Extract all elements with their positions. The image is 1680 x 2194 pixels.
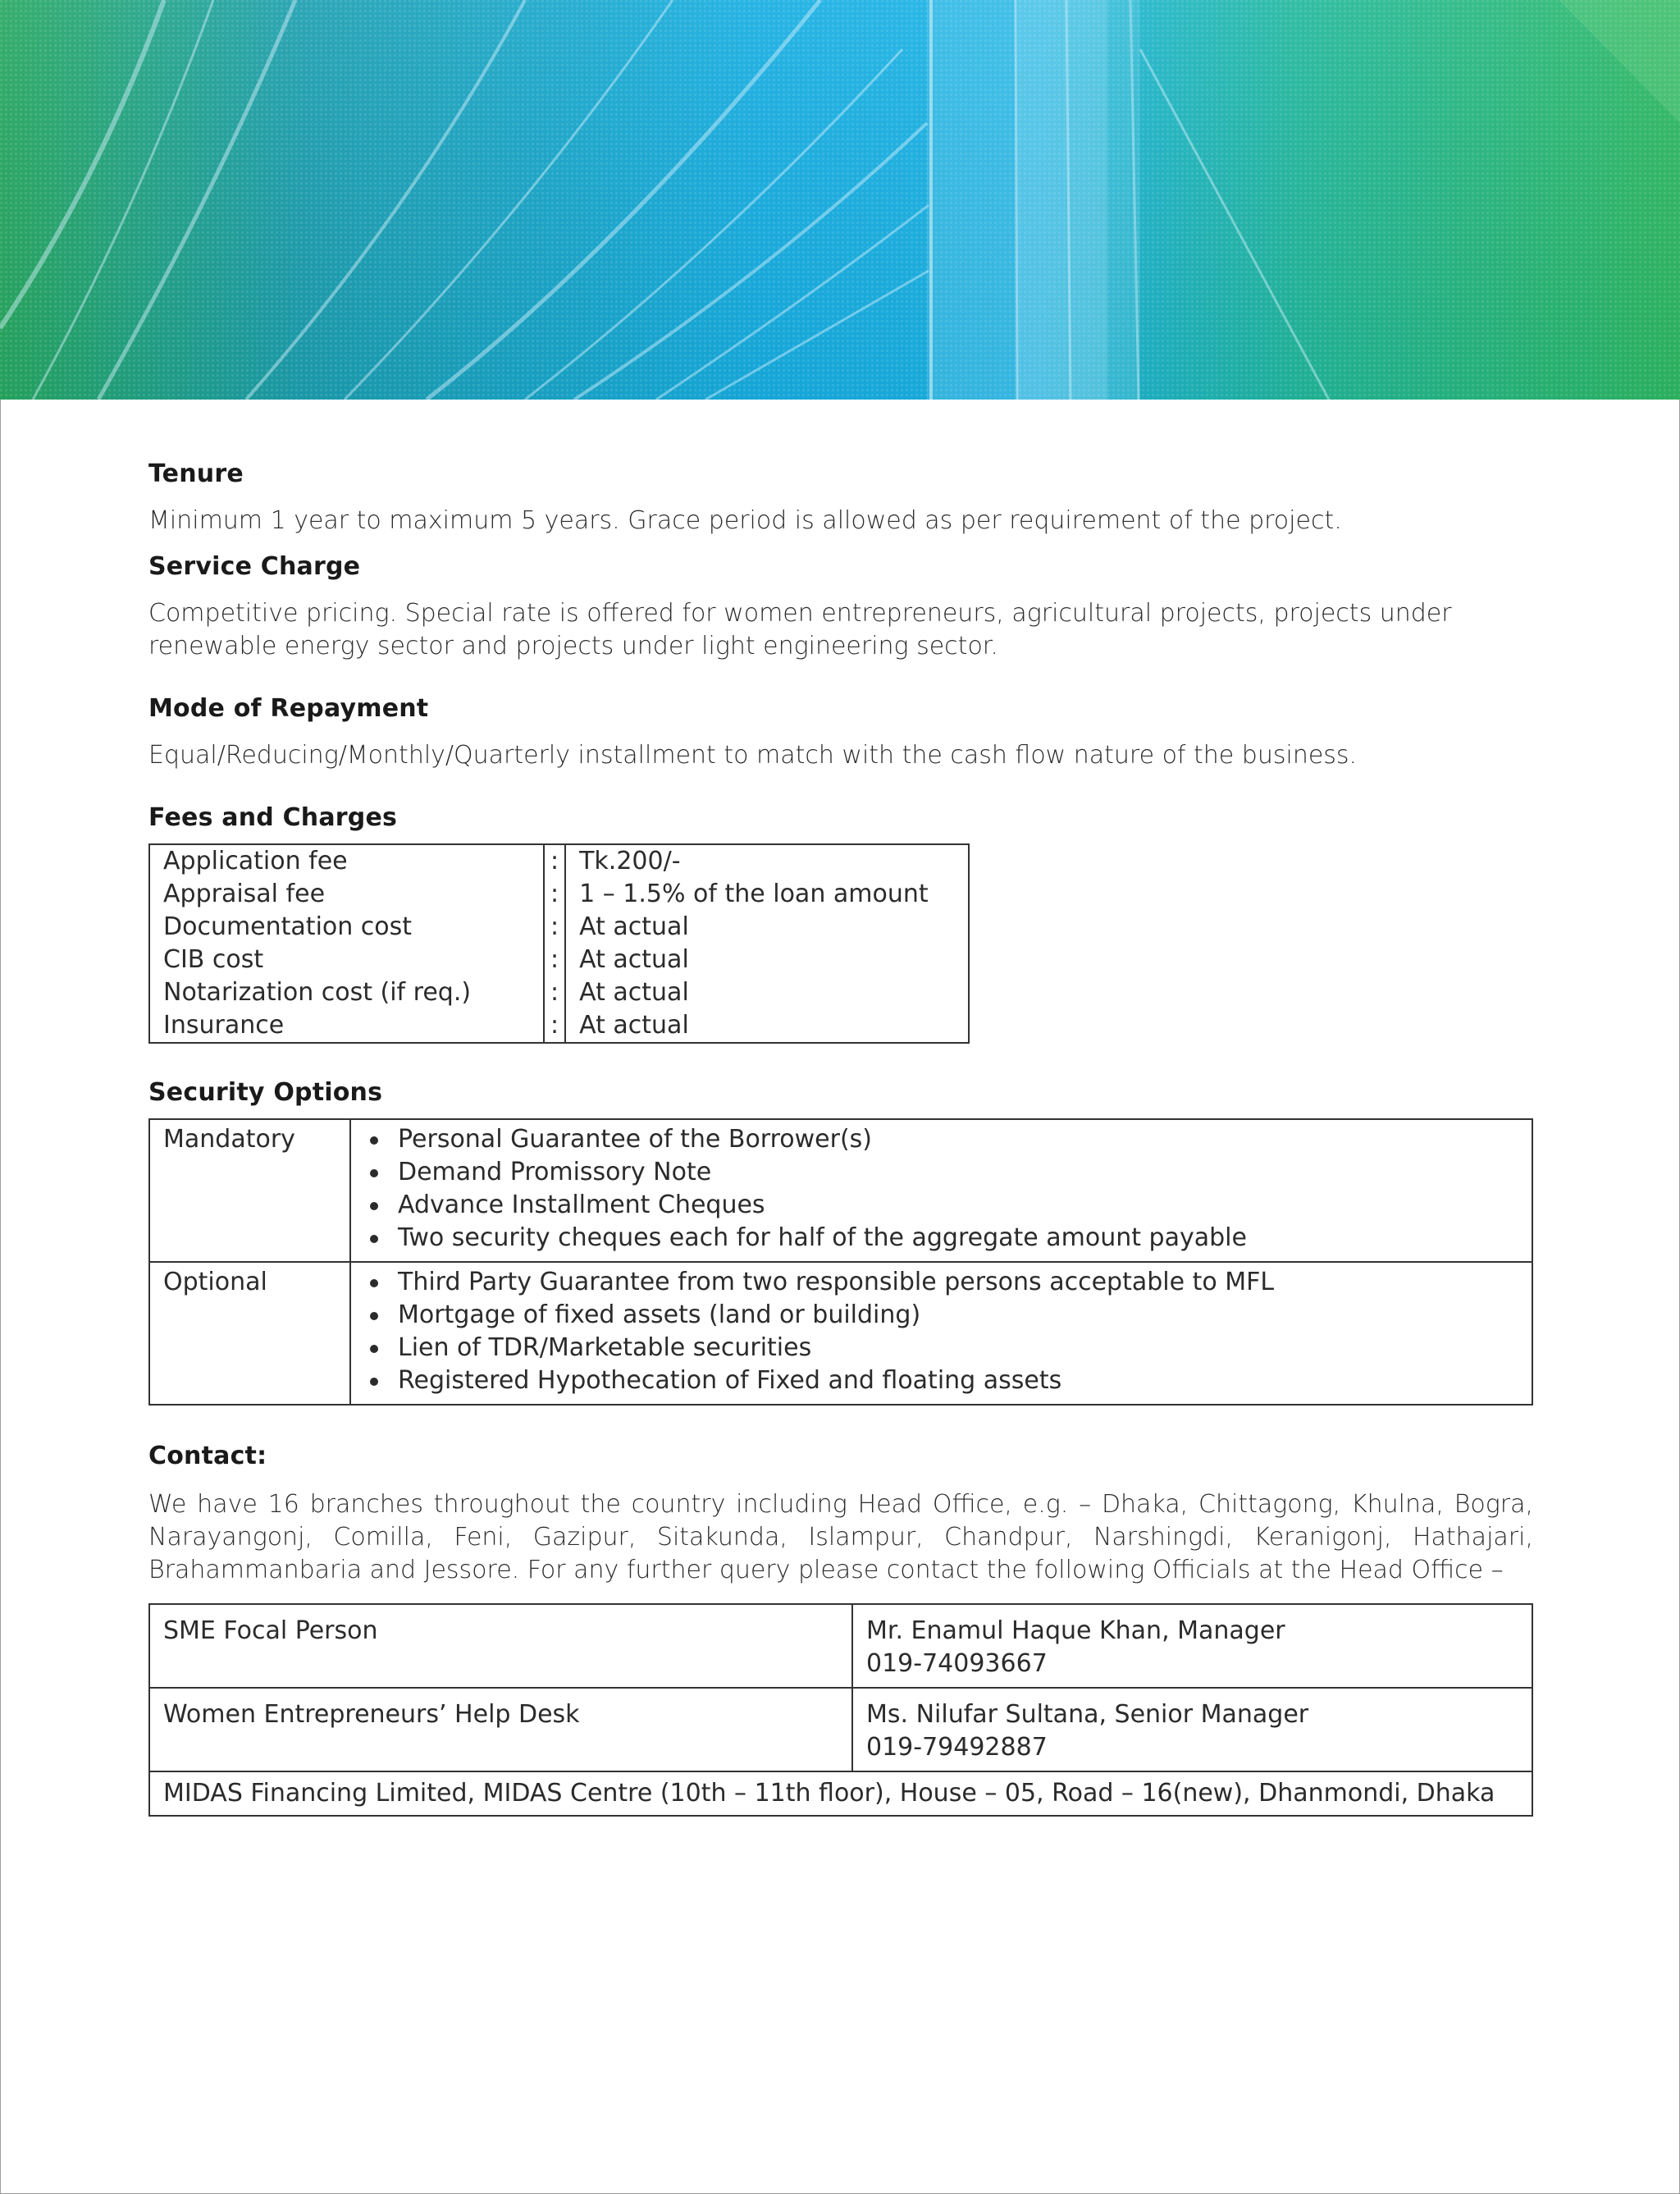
fee-value: Tk.200/- [579, 847, 681, 875]
contact-row [149, 1604, 1532, 1688]
security-optional-item: Mortgage of fixed assets (land or building) [364, 1299, 1518, 1332]
fees-table [148, 843, 970, 1044]
contact-heading: Contact: [148, 1442, 267, 1470]
security-mandatory-list [364, 1123, 1518, 1255]
contact-text: We have 16 branches throughout the country including Head Office, e.g. – Dhaka, Chittagong, Khulna, Bogra, Narayangonj, Comilla, Feni, Gazipur, Sitakunda, Islampur, Chandpur, Narshingdi, Keranigonj, Hathajari, Brahammanbaria and Jessore. For any further query please contact the following Officials at the Head Office – [148, 1490, 1533, 1584]
fee-label: CIB cost [163, 945, 264, 974]
fee-value: At actual [579, 978, 689, 1007]
contact-name: Ms. Nilufar Sultana, Senior Manager [866, 1700, 1309, 1729]
fee-separator: : [544, 911, 565, 944]
contact-role: Women Entrepreneurs’ Help Desk [149, 1688, 852, 1771]
fees-heading: Fees and Charges [148, 803, 398, 832]
fee-label: Insurance [163, 1011, 285, 1040]
fee-value: At actual [579, 912, 689, 941]
security-heading: Security Options [148, 1078, 383, 1107]
document-content [148, 459, 1533, 1817]
service-charge-heading: Service Charge [148, 552, 361, 581]
security-mandatory-item: Demand Promissory Note [364, 1156, 1518, 1189]
fee-label: Documentation cost [163, 912, 413, 941]
fees-row [149, 976, 969, 1009]
header-banner-image [0, 0, 1680, 400]
fee-separator: : [544, 878, 565, 911]
fees-row [149, 844, 969, 878]
contact-name: Mr. Enamul Haque Khan, Manager [866, 1616, 1285, 1645]
security-mandatory-item: Personal Guarantee of the Borrower(s) [364, 1123, 1518, 1156]
contact-row [149, 1688, 1532, 1771]
contact-role: SME Focal Person [149, 1604, 852, 1688]
fees-row [149, 1009, 969, 1043]
contact-phone: 019-79492887 [866, 1733, 1048, 1762]
fees-row [149, 911, 969, 944]
security-mandatory-cell [350, 1119, 1532, 1262]
fees-row [149, 878, 969, 911]
fee-value: At actual [579, 945, 689, 974]
address-cell: MIDAS Financing Limited, MIDAS Centre (10th – 11th floor), House – 05, Road – 16(new), Dhanmondi, Dhaka [149, 1771, 1532, 1816]
tenure-heading: Tenure [148, 459, 244, 488]
fee-separator: : [544, 1009, 565, 1043]
fee-label: Application fee [163, 847, 348, 875]
repayment-text: Equal/Reducing/Monthly/Quarterly installment to match with the cash flow nature of the business. [148, 741, 1358, 770]
security-row-optional [149, 1262, 1532, 1405]
security-optional-item: Registered Hypothecation of Fixed and floating assets [364, 1364, 1518, 1397]
security-mandatory-item: Advance Installment Cheques [364, 1189, 1518, 1222]
contact-phone: 019-74093667 [866, 1649, 1048, 1678]
contact-table [148, 1603, 1533, 1817]
security-optional-cell [350, 1262, 1532, 1405]
security-mandatory-label: Mandatory [149, 1119, 350, 1262]
contact-person-cell [852, 1604, 1532, 1688]
contact-person-cell [852, 1688, 1532, 1771]
fee-label: Appraisal fee [163, 880, 326, 908]
repayment-heading: Mode of Repayment [148, 694, 429, 723]
fee-separator: : [544, 844, 565, 878]
tenure-text: Minimum 1 year to maximum 5 years. Grace period is allowed as per requirement of the project. [148, 506, 1342, 535]
fee-value: At actual [579, 1011, 689, 1040]
service-charge-text: Competitive pricing. Special rate is offered for women entrepreneurs, agricultural projects, projects under renewable energy sector and projects under light engineering sector. [148, 599, 1452, 660]
security-mandatory-item: Two security cheques each for half of the aggregate amount payable [364, 1222, 1518, 1255]
security-optional-item: Lien of TDR/Marketable securities [364, 1332, 1518, 1364]
fee-value: 1 – 1.5% of the loan amount [579, 880, 929, 908]
fee-separator: : [544, 976, 565, 1009]
security-table [148, 1118, 1533, 1406]
fee-label: Notarization cost (if req.) [163, 978, 472, 1007]
security-optional-label: Optional [149, 1262, 350, 1405]
security-optional-list [364, 1266, 1518, 1397]
security-row-mandatory [149, 1119, 1532, 1262]
fees-row [149, 944, 969, 976]
address-row [149, 1771, 1532, 1816]
fee-separator: : [544, 944, 565, 976]
security-optional-item: Third Party Guarantee from two responsible persons acceptable to MFL [364, 1266, 1518, 1299]
